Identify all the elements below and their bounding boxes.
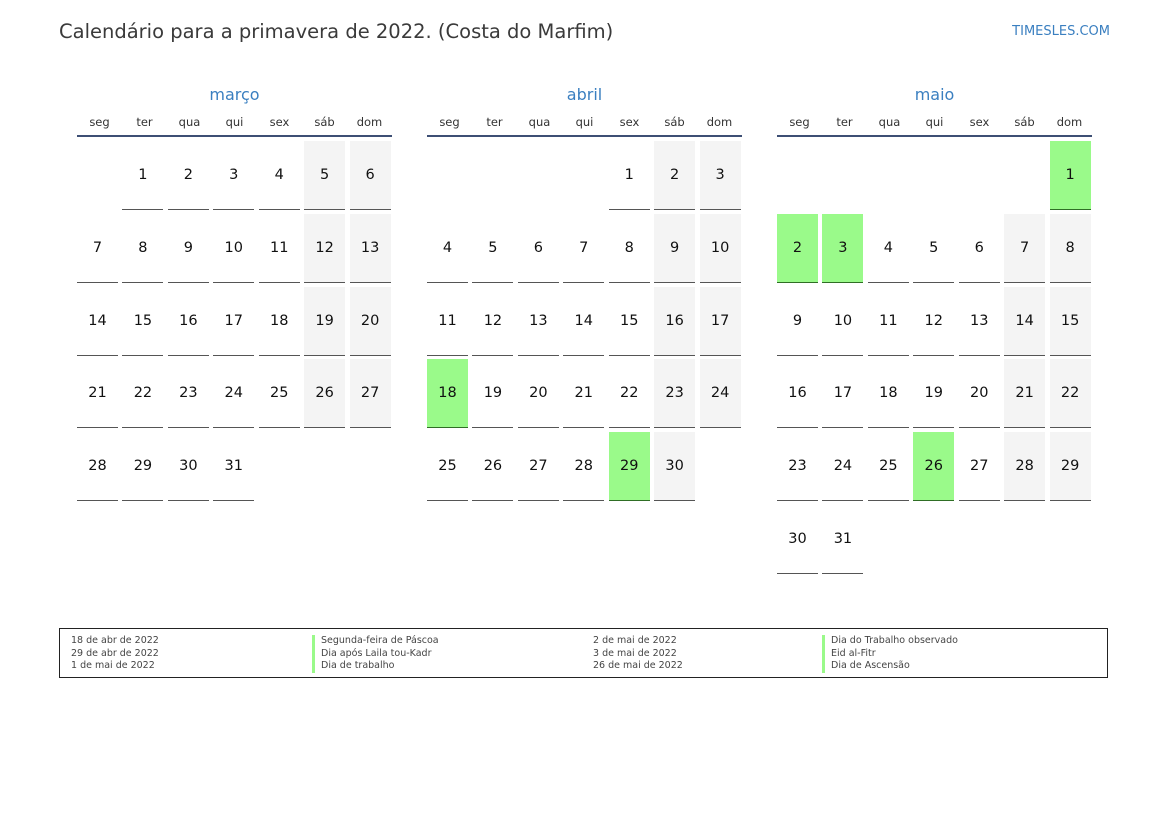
weekday-label: dom <box>356 115 383 129</box>
holiday-day-cell: 29 <box>609 432 650 501</box>
day-cell: 11 <box>427 287 468 356</box>
day-cell: 1 <box>609 141 650 210</box>
month-name: maio <box>914 85 955 104</box>
month-name: março <box>209 85 260 104</box>
legend-holiday-name: Segunda-feira de Páscoa <box>312 635 439 648</box>
page-title: Calendário para a primavera de 2022. (Costa do Marfim) <box>59 20 614 43</box>
weekday-label: sáb <box>664 115 685 129</box>
day-cell: 24 <box>213 359 254 428</box>
legend-holiday-name: Dia de trabalho <box>312 660 439 673</box>
weekday-label: dom <box>706 115 733 129</box>
weekday-label: ter <box>836 115 853 129</box>
day-cell: 31 <box>213 432 254 501</box>
day-cell: 23 <box>168 359 209 428</box>
day-cell: 8 <box>122 214 163 283</box>
legend-date: 26 de mai de 2022 <box>593 660 683 671</box>
day-cell: 4 <box>259 141 300 210</box>
day-cell: 29 <box>122 432 163 501</box>
weekday-label: qui <box>575 115 594 129</box>
weekday-header-row <box>427 115 742 137</box>
day-cell: 23 <box>654 359 695 428</box>
day-cell: 21 <box>77 359 118 428</box>
weekday-label: seg <box>789 115 810 129</box>
day-cell: 14 <box>1004 287 1045 356</box>
day-cell: 18 <box>259 287 300 356</box>
day-cell: 21 <box>1004 359 1045 428</box>
legend-holiday-name: Dia do Trabalho observado <box>822 635 958 648</box>
day-cell: 15 <box>1050 287 1091 356</box>
weekday-header-row <box>777 115 1092 137</box>
day-cell: 24 <box>700 359 741 428</box>
day-cell: 26 <box>304 359 345 428</box>
day-cell: 26 <box>472 432 513 501</box>
day-cell: 17 <box>700 287 741 356</box>
legend-holiday-name: Dia após Laila tou-Kadr <box>312 648 439 661</box>
day-cell: 9 <box>168 214 209 283</box>
day-cell: 28 <box>77 432 118 501</box>
day-cell: 20 <box>959 359 1000 428</box>
holiday-legend <box>59 628 1108 678</box>
day-cell: 20 <box>350 287 391 356</box>
month-may <box>777 84 1092 579</box>
legend-dates-right <box>593 635 683 673</box>
day-cell: 3 <box>213 141 254 210</box>
day-cell: 11 <box>868 287 909 356</box>
holiday-day-cell: 2 <box>777 214 818 283</box>
day-cell: 21 <box>563 359 604 428</box>
day-cell: 24 <box>822 432 863 501</box>
day-grid <box>77 141 392 579</box>
site-link[interactable]: TIMESLES.COM <box>1012 24 1110 39</box>
day-cell: 31 <box>822 505 863 574</box>
day-cell: 27 <box>959 432 1000 501</box>
weekday-label: seg <box>89 115 110 129</box>
day-cell: 12 <box>472 287 513 356</box>
day-cell: 27 <box>518 432 559 501</box>
holiday-day-cell: 18 <box>427 359 468 428</box>
day-cell: 2 <box>168 141 209 210</box>
weekday-label: sex <box>269 115 290 129</box>
day-grid <box>777 141 1092 579</box>
day-cell: 28 <box>1004 432 1045 501</box>
day-cell: 28 <box>563 432 604 501</box>
day-cell: 19 <box>472 359 513 428</box>
legend-holiday-name: Eid al-Fitr <box>822 648 958 661</box>
day-cell: 22 <box>609 359 650 428</box>
weekday-label: ter <box>136 115 153 129</box>
weekday-label: ter <box>486 115 503 129</box>
day-cell: 25 <box>427 432 468 501</box>
day-cell: 27 <box>350 359 391 428</box>
day-cell: 9 <box>654 214 695 283</box>
day-cell: 22 <box>1050 359 1091 428</box>
weekday-header-row <box>77 115 392 137</box>
legend-date: 18 de abr de 2022 <box>71 635 159 646</box>
month-april <box>427 84 742 579</box>
day-cell: 19 <box>913 359 954 428</box>
weekday-label: sáb <box>314 115 335 129</box>
day-cell: 10 <box>700 214 741 283</box>
day-cell: 6 <box>518 214 559 283</box>
legend-names-right <box>822 635 958 673</box>
legend-date: 1 de mai de 2022 <box>71 660 155 671</box>
day-cell: 19 <box>304 287 345 356</box>
month-name: abril <box>566 85 603 104</box>
day-cell: 13 <box>350 214 391 283</box>
day-cell: 30 <box>777 505 818 574</box>
weekday-label: qui <box>225 115 244 129</box>
weekday-label: seg <box>439 115 460 129</box>
day-cell: 17 <box>213 287 254 356</box>
day-cell: 6 <box>959 214 1000 283</box>
weekday-label: sex <box>969 115 990 129</box>
holiday-day-cell: 1 <box>1050 141 1091 210</box>
day-cell: 1 <box>122 141 163 210</box>
day-cell: 12 <box>304 214 345 283</box>
legend-names-left <box>312 635 439 673</box>
month-march <box>77 84 392 579</box>
day-cell: 18 <box>868 359 909 428</box>
day-cell: 4 <box>427 214 468 283</box>
day-cell: 16 <box>654 287 695 356</box>
day-cell: 29 <box>1050 432 1091 501</box>
holiday-day-cell: 3 <box>822 214 863 283</box>
weekday-label: sex <box>619 115 640 129</box>
day-cell: 25 <box>259 359 300 428</box>
day-cell: 13 <box>518 287 559 356</box>
day-cell: 17 <box>822 359 863 428</box>
holiday-day-cell: 26 <box>913 432 954 501</box>
day-cell: 15 <box>122 287 163 356</box>
weekday-label: qua <box>178 115 201 129</box>
day-cell: 22 <box>122 359 163 428</box>
weekday-label: qua <box>878 115 901 129</box>
day-cell: 14 <box>563 287 604 356</box>
day-cell: 7 <box>77 214 118 283</box>
day-cell: 7 <box>1004 214 1045 283</box>
weekday-label: qui <box>925 115 944 129</box>
day-cell: 10 <box>822 287 863 356</box>
day-cell: 11 <box>259 214 300 283</box>
day-cell: 16 <box>777 359 818 428</box>
day-cell: 20 <box>518 359 559 428</box>
day-cell: 13 <box>959 287 1000 356</box>
day-cell: 30 <box>168 432 209 501</box>
legend-holiday-name: Dia de Ascensão <box>822 660 958 673</box>
day-cell: 16 <box>168 287 209 356</box>
legend-dates-left <box>71 635 159 673</box>
legend-date: 2 de mai de 2022 <box>593 635 677 646</box>
day-cell: 15 <box>609 287 650 356</box>
day-grid <box>427 141 742 579</box>
day-cell: 2 <box>654 141 695 210</box>
day-cell: 5 <box>472 214 513 283</box>
legend-date: 3 de mai de 2022 <box>593 647 677 659</box>
legend-date: 29 de abr de 2022 <box>71 647 159 659</box>
weekday-label: dom <box>1056 115 1083 129</box>
day-cell: 4 <box>868 214 909 283</box>
day-cell: 5 <box>913 214 954 283</box>
day-cell: 25 <box>868 432 909 501</box>
day-cell: 8 <box>609 214 650 283</box>
day-cell: 9 <box>777 287 818 356</box>
day-cell: 7 <box>563 214 604 283</box>
day-cell: 5 <box>304 141 345 210</box>
weekday-label: qua <box>528 115 551 129</box>
day-cell: 30 <box>654 432 695 501</box>
day-cell: 8 <box>1050 214 1091 283</box>
day-cell: 10 <box>213 214 254 283</box>
day-cell: 12 <box>913 287 954 356</box>
day-cell: 3 <box>700 141 741 210</box>
weekday-label: sáb <box>1014 115 1035 129</box>
day-cell: 14 <box>77 287 118 356</box>
day-cell: 6 <box>350 141 391 210</box>
day-cell: 23 <box>777 432 818 501</box>
